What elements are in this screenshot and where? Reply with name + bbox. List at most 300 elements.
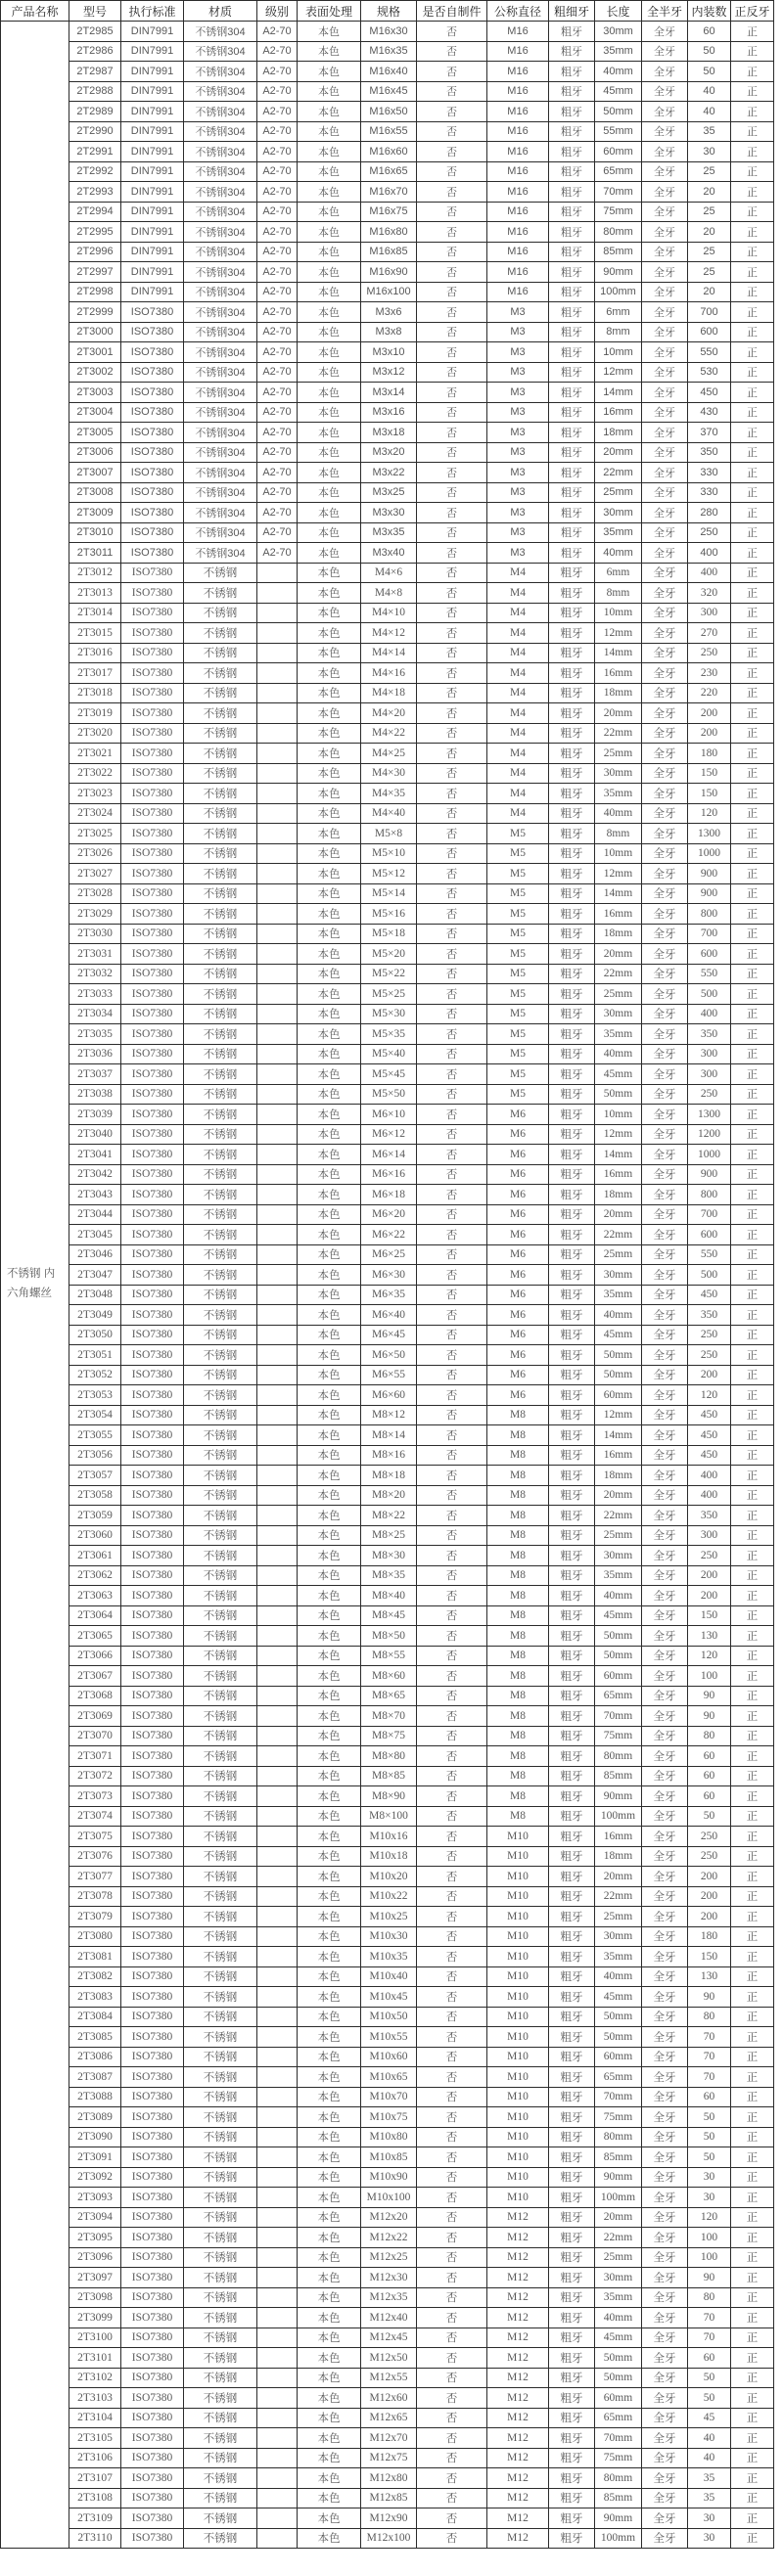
- cell-length: 6mm: [595, 563, 642, 583]
- cell-thread-full: 全牙: [642, 342, 688, 363]
- cell-pack-qty: 90: [688, 1987, 731, 2008]
- cell-pack-qty: 430: [688, 402, 731, 423]
- cell-self-made: 否: [417, 1145, 487, 1165]
- cell-surface: 本色: [298, 1646, 361, 1666]
- cell-model: 2T3091: [69, 2147, 121, 2168]
- cell-standard: ISO7380: [121, 1586, 184, 1606]
- table-row: [1, 522, 774, 543]
- cell-standard: DIN7991: [121, 202, 184, 222]
- cell-pack-qty: 250: [688, 1325, 731, 1345]
- cell-material: 不锈钢: [184, 1506, 257, 1526]
- cell-self-made: 否: [417, 964, 487, 984]
- cell-length: 35mm: [595, 784, 642, 804]
- cell-diameter: M12: [487, 2468, 549, 2489]
- cell-grade: A2-70: [257, 322, 298, 342]
- cell-spec: M6×22: [361, 1225, 417, 1245]
- cell-model: 2T2997: [69, 262, 121, 283]
- cell-pack-qty: 200: [688, 1867, 731, 1887]
- cell-spec: M12x70: [361, 2428, 417, 2449]
- cell-pack-qty: 40: [688, 2428, 731, 2449]
- cell-spec: M12x85: [361, 2488, 417, 2508]
- cell-direction: 正: [731, 62, 774, 82]
- cell-pack-qty: 250: [688, 1546, 731, 1566]
- cell-spec: M4×6: [361, 563, 417, 583]
- cell-thread-full: 全牙: [642, 62, 688, 82]
- cell-diameter: M10: [487, 1886, 549, 1907]
- cell-diameter: M5: [487, 1004, 549, 1024]
- cell-surface: 本色: [298, 723, 361, 744]
- cell-thread-full: 全牙: [642, 2327, 688, 2348]
- cell-length: 60mm: [595, 142, 642, 162]
- cell-thread-pitch: 粗牙: [549, 603, 595, 623]
- cell-thread-full: 全牙: [642, 442, 688, 463]
- cell-pack-qty: 90: [688, 1686, 731, 1706]
- cell-material: 不锈钢: [184, 603, 257, 623]
- cell-spec: M10x30: [361, 1926, 417, 1947]
- cell-surface: 本色: [298, 2047, 361, 2067]
- cell-material: 不锈钢: [184, 1646, 257, 1666]
- table-row: [1, 383, 774, 403]
- cell-model: 2T3006: [69, 442, 121, 463]
- cell-pack-qty: 30: [688, 2528, 731, 2549]
- cell-thread-pitch: 粗牙: [549, 522, 595, 543]
- cell-direction: 正: [731, 1024, 774, 1045]
- cell-spec: M16x90: [361, 262, 417, 283]
- cell-surface: 本色: [298, 1044, 361, 1064]
- cell-material: 不锈钢304: [184, 322, 257, 342]
- cell-spec: M6×50: [361, 1345, 417, 1366]
- table-row: [1, 1385, 774, 1406]
- cell-spec: M6×30: [361, 1265, 417, 1286]
- cell-pack-qty: 450: [688, 1445, 731, 1466]
- cell-length: 65mm: [595, 1686, 642, 1706]
- cell-material: 不锈钢: [184, 1626, 257, 1647]
- header-pack-qty: 内装数: [688, 1, 731, 22]
- cell-direction: 正: [731, 1064, 774, 1085]
- cell-surface: 本色: [298, 2107, 361, 2128]
- cell-model: 2T3066: [69, 1646, 121, 1666]
- cell-spec: M5×35: [361, 1024, 417, 1045]
- cell-spec: M16x85: [361, 242, 417, 262]
- cell-thread-full: 全牙: [642, 2067, 688, 2088]
- cell-diameter: M8: [487, 1586, 549, 1606]
- cell-spec: M3x12: [361, 362, 417, 383]
- cell-pack-qty: 1000: [688, 843, 731, 864]
- cell-direction: 正: [731, 81, 774, 102]
- cell-thread-pitch: 粗牙: [549, 1766, 595, 1786]
- header-thread-pitch: 粗细牙: [549, 1, 595, 22]
- cell-pack-qty: 150: [688, 763, 731, 784]
- cell-diameter: M12: [487, 2508, 549, 2529]
- cell-surface: 本色: [298, 182, 361, 203]
- cell-spec: M5×8: [361, 824, 417, 844]
- cell-thread-pitch: 粗牙: [549, 482, 595, 503]
- cell-self-made: 否: [417, 2348, 487, 2369]
- cell-self-made: 否: [417, 2147, 487, 2168]
- cell-grade: [257, 2428, 298, 2449]
- cell-spec: M10x22: [361, 1886, 417, 1907]
- table-row: [1, 1004, 774, 1024]
- cell-standard: ISO7380: [121, 683, 184, 703]
- cell-thread-full: 全牙: [642, 1385, 688, 1406]
- cell-surface: 本色: [298, 2327, 361, 2348]
- cell-material: 不锈钢: [184, 2528, 257, 2549]
- cell-thread-pitch: 粗牙: [549, 1605, 595, 1626]
- cell-pack-qty: 50: [688, 1806, 731, 1827]
- cell-surface: 本色: [298, 683, 361, 703]
- cell-thread-full: 全牙: [642, 984, 688, 1005]
- cell-surface: 本色: [298, 603, 361, 623]
- cell-surface: 本色: [298, 1966, 361, 1987]
- cell-thread-pitch: 粗牙: [549, 1105, 595, 1125]
- cell-surface: 本色: [298, 1405, 361, 1425]
- cell-surface: 本色: [298, 924, 361, 944]
- cell-surface: 本色: [298, 1886, 361, 1907]
- cell-spec: M12x75: [361, 2448, 417, 2468]
- cell-diameter: M10: [487, 2087, 549, 2107]
- cell-surface: 本色: [298, 1164, 361, 1185]
- cell-spec: M6×55: [361, 1365, 417, 1385]
- cell-thread-pitch: 粗牙: [549, 1285, 595, 1305]
- cell-grade: A2-70: [257, 102, 298, 122]
- cell-self-made: 否: [417, 482, 487, 503]
- cell-diameter: M12: [487, 2228, 549, 2248]
- cell-standard: ISO7380: [121, 1726, 184, 1746]
- cell-direction: 正: [731, 2388, 774, 2409]
- cell-material: 不锈钢304: [184, 62, 257, 82]
- cell-model: 2T3020: [69, 723, 121, 744]
- cell-thread-full: 全牙: [642, 1004, 688, 1024]
- cell-length: 22mm: [595, 1886, 642, 1907]
- cell-thread-full: 全牙: [642, 803, 688, 824]
- cell-direction: 正: [731, 463, 774, 483]
- table-row: [1, 2047, 774, 2067]
- cell-grade: A2-70: [257, 362, 298, 383]
- cell-model: 2T3026: [69, 843, 121, 864]
- cell-diameter: M8: [487, 1485, 549, 1506]
- cell-length: 50mm: [595, 1365, 642, 1385]
- cell-spec: M10x18: [361, 1846, 417, 1867]
- table-row: [1, 342, 774, 363]
- table-row: [1, 1525, 774, 1546]
- cell-thread-pitch: 粗牙: [549, 663, 595, 684]
- cell-thread-pitch: 粗牙: [549, 2428, 595, 2449]
- cell-diameter: M4: [487, 683, 549, 703]
- cell-material: 不锈钢304: [184, 22, 257, 42]
- cell-direction: 正: [731, 1686, 774, 1706]
- cell-direction: 正: [731, 1265, 774, 1286]
- table-row: [1, 543, 774, 564]
- cell-direction: 正: [731, 1867, 774, 1887]
- cell-model: 2T2992: [69, 161, 121, 182]
- cell-spec: M8×90: [361, 1786, 417, 1807]
- cell-surface: 本色: [298, 1105, 361, 1125]
- cell-thread-full: 全牙: [642, 1726, 688, 1746]
- cell-diameter: M5: [487, 944, 549, 965]
- cell-surface: 本色: [298, 2067, 361, 2088]
- cell-pack-qty: 550: [688, 342, 731, 363]
- cell-grade: [257, 1285, 298, 1305]
- cell-model: 2T3084: [69, 2007, 121, 2027]
- cell-model: 2T3059: [69, 1506, 121, 1526]
- cell-diameter: M4: [487, 744, 549, 764]
- cell-model: 2T3088: [69, 2087, 121, 2107]
- cell-grade: A2-70: [257, 423, 298, 443]
- cell-surface: 本色: [298, 1605, 361, 1626]
- cell-thread-full: 全牙: [642, 81, 688, 102]
- cell-surface: 本色: [298, 1846, 361, 1867]
- cell-pack-qty: 60: [688, 2087, 731, 2107]
- cell-surface: 本色: [298, 1145, 361, 1165]
- cell-thread-pitch: 粗牙: [549, 1466, 595, 1486]
- cell-thread-full: 全牙: [642, 2428, 688, 2449]
- cell-spec: M16x60: [361, 142, 417, 162]
- cell-length: 50mm: [595, 1646, 642, 1666]
- table-row: [1, 723, 774, 744]
- cell-surface: 本色: [298, 1485, 361, 1506]
- cell-material: 不锈钢: [184, 2327, 257, 2348]
- cell-direction: 正: [731, 362, 774, 383]
- cell-self-made: 否: [417, 1064, 487, 1085]
- cell-diameter: M5: [487, 1044, 549, 1064]
- cell-direction: 正: [731, 763, 774, 784]
- cell-material: 不锈钢: [184, 864, 257, 884]
- cell-standard: ISO7380: [121, 1145, 184, 1165]
- table-row: [1, 1466, 774, 1486]
- cell-standard: ISO7380: [121, 663, 184, 684]
- cell-thread-full: 全牙: [642, 222, 688, 243]
- table-row: [1, 2448, 774, 2468]
- cell-diameter: M8: [487, 1565, 549, 1586]
- cell-direction: 正: [731, 2027, 774, 2048]
- cell-model: 2T2999: [69, 302, 121, 323]
- table-row: [1, 423, 774, 443]
- cell-thread-full: 全牙: [642, 603, 688, 623]
- cell-standard: ISO7380: [121, 703, 184, 724]
- cell-standard: ISO7380: [121, 1265, 184, 1286]
- cell-surface: 本色: [298, 503, 361, 523]
- cell-pack-qty: 70: [688, 2327, 731, 2348]
- cell-spec: M8×80: [361, 1746, 417, 1767]
- cell-diameter: M16: [487, 41, 549, 62]
- cell-standard: ISO7380: [121, 824, 184, 844]
- table-row: [1, 703, 774, 724]
- table-row: [1, 984, 774, 1005]
- cell-diameter: M16: [487, 62, 549, 82]
- cell-thread-full: 全牙: [642, 423, 688, 443]
- cell-self-made: 否: [417, 2247, 487, 2268]
- cell-standard: ISO7380: [121, 623, 184, 644]
- cell-spec: M4×14: [361, 643, 417, 663]
- cell-diameter: M5: [487, 824, 549, 844]
- cell-self-made: 否: [417, 1586, 487, 1606]
- cell-surface: 本色: [298, 623, 361, 644]
- cell-self-made: 否: [417, 2428, 487, 2449]
- cell-surface: 本色: [298, 2488, 361, 2508]
- cell-thread-full: 全牙: [642, 583, 688, 604]
- cell-surface: 本色: [298, 1385, 361, 1406]
- cell-pack-qty: 400: [688, 1466, 731, 1486]
- cell-thread-pitch: 粗牙: [549, 282, 595, 302]
- cell-thread-full: 全牙: [642, 1926, 688, 1947]
- cell-material: 不锈钢: [184, 1124, 257, 1145]
- cell-spec: M8×85: [361, 1766, 417, 1786]
- cell-self-made: 否: [417, 1827, 487, 1847]
- cell-model: 2T3067: [69, 1666, 121, 1687]
- cell-thread-pitch: 粗牙: [549, 924, 595, 944]
- cell-thread-pitch: 粗牙: [549, 683, 595, 703]
- cell-direction: 正: [731, 1586, 774, 1606]
- cell-diameter: M8: [487, 1746, 549, 1767]
- cell-spec: M5×22: [361, 964, 417, 984]
- table-row: [1, 102, 774, 122]
- cell-spec: M5×12: [361, 864, 417, 884]
- header-surface: 表面处理: [298, 1, 361, 22]
- cell-pack-qty: 400: [688, 1485, 731, 1506]
- cell-pack-qty: 450: [688, 1425, 731, 1446]
- cell-self-made: 否: [417, 1605, 487, 1626]
- cell-self-made: 否: [417, 182, 487, 203]
- cell-length: 65mm: [595, 2067, 642, 2088]
- cell-model: 2T3000: [69, 322, 121, 342]
- cell-self-made: 否: [417, 1365, 487, 1385]
- cell-pack-qty: 350: [688, 1024, 731, 1045]
- cell-direction: 正: [731, 1746, 774, 1767]
- cell-standard: ISO7380: [121, 1846, 184, 1867]
- cell-spec: M5×10: [361, 843, 417, 864]
- cell-surface: 本色: [298, 1345, 361, 1366]
- cell-thread-pitch: 粗牙: [549, 1586, 595, 1606]
- cell-thread-pitch: 粗牙: [549, 2167, 595, 2188]
- cell-thread-pitch: 粗牙: [549, 362, 595, 383]
- cell-diameter: M8: [487, 1626, 549, 1647]
- cell-thread-pitch: 粗牙: [549, 2107, 595, 2128]
- cell-diameter: M16: [487, 202, 549, 222]
- cell-thread-full: 全牙: [642, 1225, 688, 1245]
- cell-length: 45mm: [595, 81, 642, 102]
- cell-material: 不锈钢: [184, 1244, 257, 1265]
- cell-thread-pitch: 粗牙: [549, 2207, 595, 2228]
- cell-material: 不锈钢304: [184, 102, 257, 122]
- cell-direction: 正: [731, 1004, 774, 1024]
- cell-standard: DIN7991: [121, 161, 184, 182]
- cell-thread-full: 全牙: [642, 482, 688, 503]
- cell-diameter: M8: [487, 1605, 549, 1626]
- cell-pack-qty: 300: [688, 603, 731, 623]
- cell-spec: M4×10: [361, 603, 417, 623]
- table-row: [1, 2007, 774, 2027]
- table-row: [1, 402, 774, 423]
- cell-self-made: 否: [417, 2047, 487, 2067]
- cell-length: 70mm: [595, 2087, 642, 2107]
- table-row: [1, 744, 774, 764]
- cell-length: 60mm: [595, 2388, 642, 2409]
- cell-self-made: 否: [417, 1987, 487, 2008]
- cell-surface: 本色: [298, 383, 361, 403]
- cell-thread-full: 全牙: [642, 1966, 688, 1987]
- table-row: [1, 1485, 774, 1506]
- cell-thread-full: 全牙: [642, 2308, 688, 2328]
- cell-grade: [257, 1345, 298, 1366]
- cell-model: 2T2996: [69, 242, 121, 262]
- cell-surface: 本色: [298, 1686, 361, 1706]
- cell-direction: 正: [731, 1987, 774, 2008]
- cell-material: 不锈钢: [184, 2368, 257, 2388]
- cell-length: 40mm: [595, 1966, 642, 1987]
- cell-length: 40mm: [595, 62, 642, 82]
- cell-material: 不锈钢304: [184, 302, 257, 323]
- cell-model: 2T2990: [69, 121, 121, 142]
- table-row: [1, 1846, 774, 1867]
- cell-material: 不锈钢: [184, 2087, 257, 2107]
- cell-self-made: 否: [417, 41, 487, 62]
- cell-pack-qty: 330: [688, 482, 731, 503]
- cell-thread-full: 全牙: [642, 2087, 688, 2107]
- cell-material: 不锈钢: [184, 723, 257, 744]
- cell-model: 2T2995: [69, 222, 121, 243]
- cell-spec: M12x20: [361, 2207, 417, 2228]
- cell-pack-qty: 150: [688, 1605, 731, 1626]
- cell-pack-qty: 550: [688, 964, 731, 984]
- cell-material: 不锈钢304: [184, 543, 257, 564]
- cell-model: 2T3007: [69, 463, 121, 483]
- cell-thread-pitch: 粗牙: [549, 121, 595, 142]
- header-product-name: 产品名称: [1, 1, 69, 22]
- cell-thread-full: 全牙: [642, 663, 688, 684]
- cell-diameter: M10: [487, 2107, 549, 2128]
- cell-model: 2T3064: [69, 1605, 121, 1626]
- cell-pack-qty: 230: [688, 663, 731, 684]
- cell-model: 2T3083: [69, 1987, 121, 2008]
- cell-grade: [257, 2087, 298, 2107]
- cell-pack-qty: 50: [688, 2388, 731, 2409]
- cell-spec: M3x35: [361, 522, 417, 543]
- cell-surface: 本色: [298, 1225, 361, 1245]
- cell-thread-full: 全牙: [642, 2368, 688, 2388]
- cell-thread-pitch: 粗牙: [549, 1124, 595, 1145]
- cell-length: 20mm: [595, 2207, 642, 2228]
- cell-thread-full: 全牙: [642, 1466, 688, 1486]
- cell-standard: DIN7991: [121, 222, 184, 243]
- cell-spec: M10x75: [361, 2107, 417, 2128]
- cell-grade: [257, 2127, 298, 2147]
- cell-model: 2T3041: [69, 1145, 121, 1165]
- cell-material: 不锈钢304: [184, 121, 257, 142]
- cell-self-made: 否: [417, 803, 487, 824]
- cell-direction: 正: [731, 1365, 774, 1385]
- cell-length: 20mm: [595, 1867, 642, 1887]
- cell-diameter: M8: [487, 1445, 549, 1466]
- cell-length: 40mm: [595, 1044, 642, 1064]
- cell-self-made: 否: [417, 1646, 487, 1666]
- cell-grade: [257, 944, 298, 965]
- cell-thread-full: 全牙: [642, 383, 688, 403]
- cell-length: 35mm: [595, 1565, 642, 1586]
- cell-self-made: 否: [417, 843, 487, 864]
- cell-thread-pitch: 粗牙: [549, 744, 595, 764]
- table-row: [1, 2468, 774, 2489]
- cell-model: 2T3072: [69, 1766, 121, 1786]
- cell-material: 不锈钢: [184, 2027, 257, 2048]
- cell-surface: 本色: [298, 2468, 361, 2489]
- cell-self-made: 否: [417, 1044, 487, 1064]
- cell-spec: M5×16: [361, 904, 417, 925]
- cell-pack-qty: 120: [688, 1385, 731, 1406]
- cell-grade: [257, 843, 298, 864]
- cell-thread-full: 全牙: [642, 522, 688, 543]
- cell-surface: 本色: [298, 1926, 361, 1947]
- cell-direction: 正: [731, 1305, 774, 1326]
